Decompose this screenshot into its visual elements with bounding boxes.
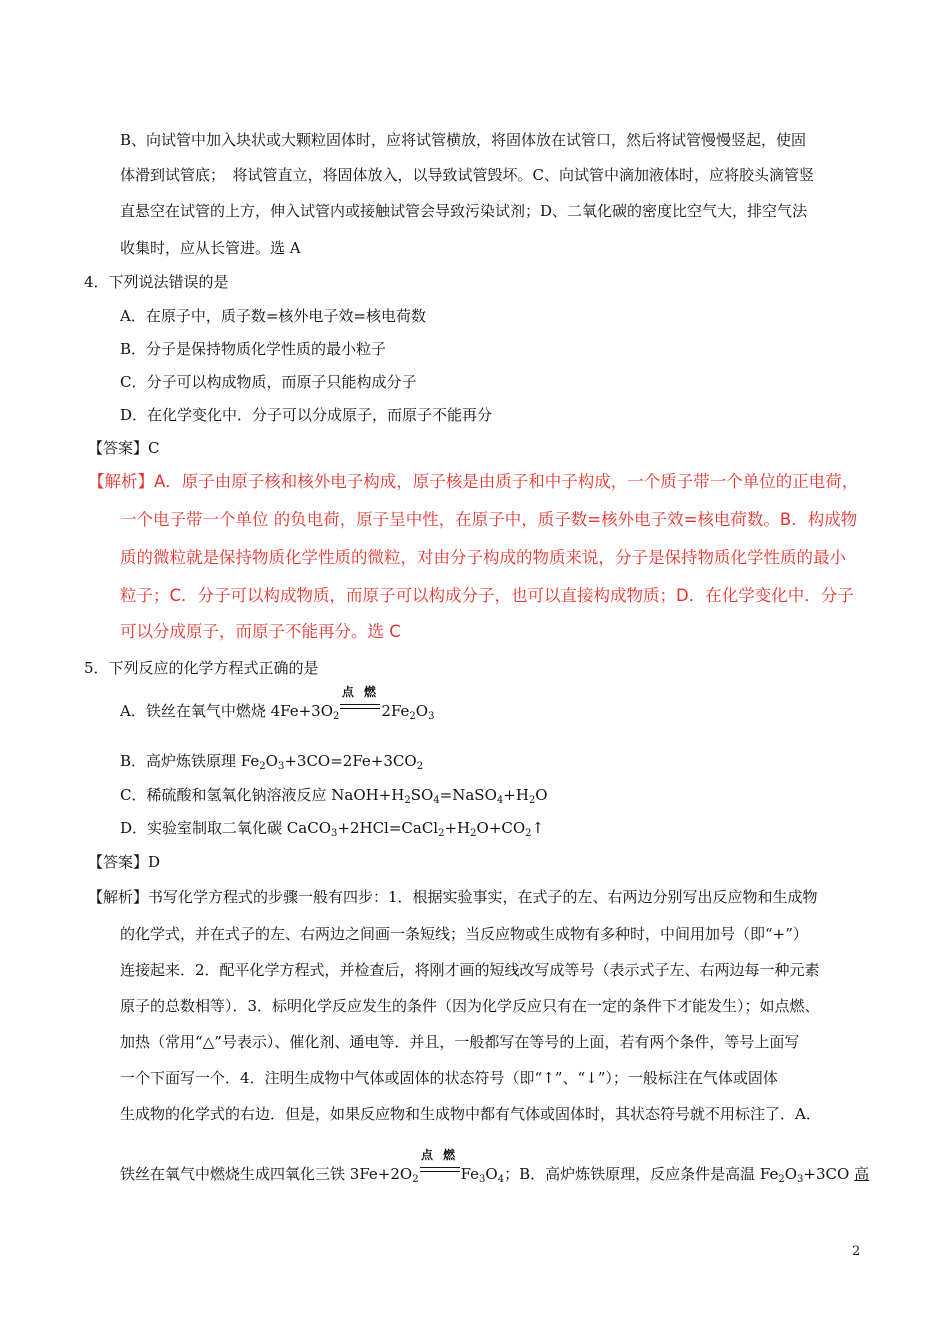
q5-option-c: C．稀硫酸和氢氧化钠溶液反应 $NaOH+H_2SO_4=NaSO_4+H_2O$ (120, 786, 548, 806)
q4-option-d: D．在化学变化中．分子可以分成原子，而原子不能再分 (120, 406, 493, 424)
q5-explanation-line-3: 连接起来．2．配平化学方程式，并检查后，将刚才画的短线改写成等号（表示式子左、右两边每一种元素 (120, 961, 820, 979)
reaction-condition-mark: 点 燃 (340, 698, 380, 718)
q4-explanation-line-5: 可以分成原子，而原子不能再分。选 C (120, 622, 401, 641)
q5-option-d: D．实验室制取二氧化碳 $CaCO_3+2HCl=CaCl_2+H_2O+CO_2↑$ (120, 819, 545, 839)
q3-explanation-line-1: B、向试管中加入块状或大颗粒固体时，应将试管横放，将固体放在试管口，然后将试管慢慢竖起，使固 (120, 131, 807, 149)
q3-explanation-line-2: 体滑到试管底； 将试管直立，将固体放入，以导致试管毁坏。C、向试管中滴加液体时，应将胶头滴管竖 (120, 166, 814, 184)
q5-option-b: B．高炉炼铁原理 $Fe_2O_3+3CO=2Fe+3CO_2$ (120, 752, 424, 772)
q4-explanation-line-4: 粒子；C．分子可以构成物质，而原子可以构成分子，也可以直接构成物质；D．在化学变化中．分子 (120, 586, 854, 605)
reaction-condition-mark: 点 燃 (420, 1161, 460, 1181)
page-number: 2 (852, 1244, 861, 1259)
q5-explanation-line-1: 【解析】书写化学方程式的步骤一般有四步：1．根据实验事实，在式子的左、右两边分别写出反应物和生成物 (88, 888, 818, 906)
q4-option-a: A．在原子中，质子数=核外电子效=核电荷数 (120, 307, 426, 325)
q5-explanation-line-7: 生成物的化学式的右边．但是，如果反应物和生成物中都有气体或固体时，其状态符号就不用标注了．A． (120, 1105, 821, 1123)
q4-option-c: C．分子可以构成物质，而原子只能构成分子 (120, 373, 417, 391)
q3-explanation-line-4: 收集时，应从长管进。选 A (120, 239, 301, 257)
q5-option-a: A．铁丝在氧气中燃烧 $4Fe+3O_2$ 点 燃 $2Fe_2O_3$ (120, 685, 435, 722)
q5-explanation-line-2: 的化学式，并在式子的左、右两边之间画一条短线；当反应物或生成物有多种时，中间用加号（即“+”） (120, 925, 808, 943)
q4-option-b: B．分子是保持物质化学性质的最小粒子 (120, 340, 387, 358)
q5-explanation-line-6: 一个下面写一个．4．注明生成物中气体或固体的状态符号（即“↑”、“↓”）；一般标注在气体或固体 (120, 1069, 778, 1087)
q4-explanation-line-3: 质的微粒就是保持物质化学性质的微粒，对由分子构成的物质来说，分子是保持物质化学性质的最小 (120, 548, 846, 567)
q5-explanation-line-4: 原子的总数相等）．3．标明化学反应发生的条件（因为化学反应只有在一定的条件下才能发生）；如点燃、 (120, 997, 820, 1015)
q5-answer: 【答案】D (88, 853, 161, 871)
q5-explanation-line-5: 加热（常用“△”号表示）、催化剂、通电等．并且，一般都写在等号的上面，若有两个条件，等号上面写 (120, 1033, 800, 1051)
q4-explanation-line-2: 一个电子带一个单位 的负电荷，原子呈中性，在原子中，质子数=核外电子效=核电荷数。B．构成物 (120, 510, 858, 529)
q3-explanation-line-3: 直悬空在试管的上方，伸入试管内或接触试管会导致污染试剂；D、二氧化碳的密度比空气大，排空气法 (120, 202, 808, 220)
q5-explanation-line-8: 铁丝在氧气中燃烧生成四氧化三铁 $3Fe+2O_2$ 点 燃 $Fe_3O_4$；B．高炉炼铁原理，反应条件是高温 $Fe_2O_3+3CO$ 高 (120, 1148, 870, 1185)
q4-explanation-line-1: 【解析】A．原子由原子核和核外电子构成，原子核是由质子和中子构成，一个质子带一个单位的正电荷， (88, 472, 859, 491)
q4-stem: 4．下列说法错误的是 (84, 273, 229, 291)
q5-stem: 5．下列反应的化学方程式正确的是 (84, 659, 319, 677)
q4-answer: 【答案】C (88, 439, 160, 457)
